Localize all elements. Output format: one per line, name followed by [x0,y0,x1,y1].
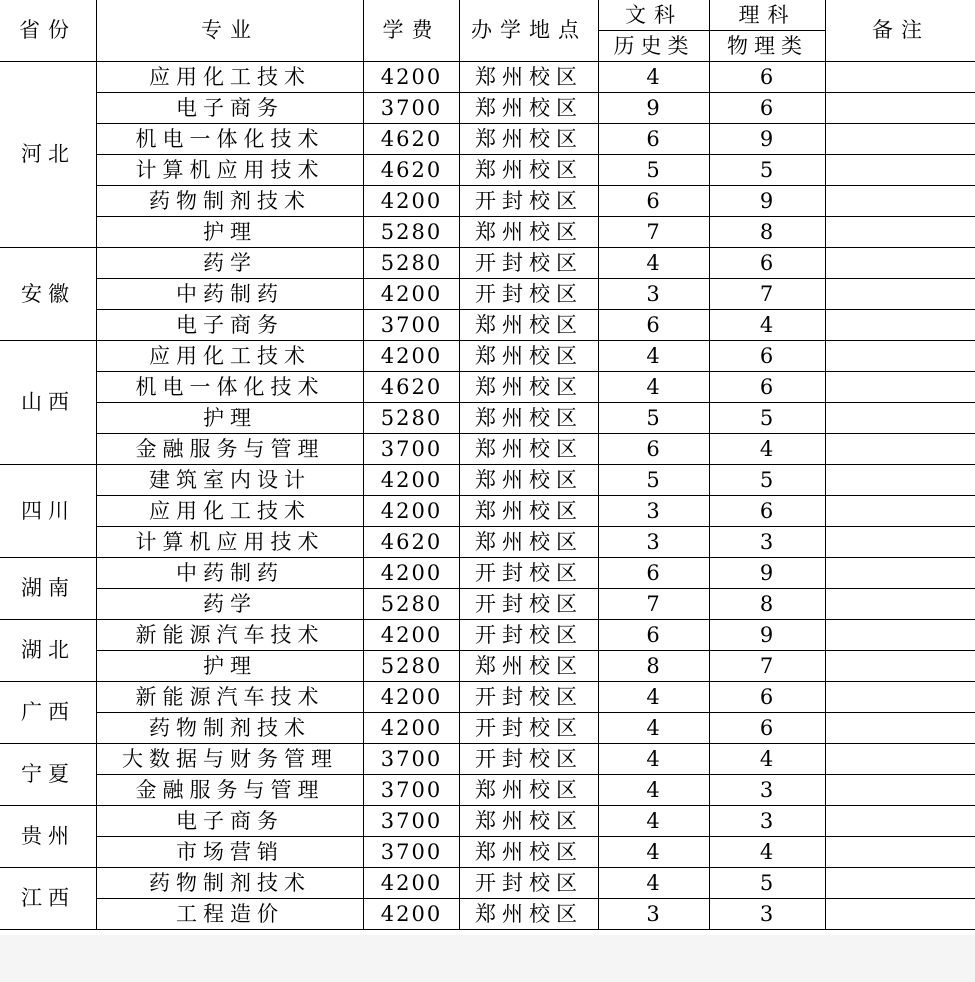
table-row [0,713,975,744]
tuition-cell: 4200 [364,496,460,527]
remark-cell [826,434,975,465]
history-count-cell: 4 [599,248,710,279]
tuition-cell: 4200 [364,620,460,651]
history-count-cell: 6 [599,558,710,589]
tuition-cell: 4200 [364,62,460,93]
history-count-cell: 4 [599,868,710,899]
remark-cell [826,899,975,930]
table-row [0,279,975,310]
remark-cell [826,713,975,744]
history-count-cell: 6 [599,620,710,651]
history-count-cell: 4 [599,775,710,806]
tuition-cell: 4200 [364,341,460,372]
history-count-cell: 5 [599,155,710,186]
location-cell: 郑州校区 [460,62,599,93]
remark-cell [826,775,975,806]
physics-count-cell: 4 [710,310,826,341]
major-cell: 建筑室内设计 [97,465,364,496]
remark-cell [826,93,975,124]
physics-count-cell: 9 [710,124,826,155]
table-row [0,403,975,434]
remark-cell [826,465,975,496]
tuition-cell: 4620 [364,372,460,403]
location-cell: 郑州校区 [460,93,599,124]
remark-cell [826,837,975,868]
physics-count-cell: 3 [710,527,826,558]
table-row [0,558,975,589]
table-row [0,868,975,899]
location-cell: 郑州校区 [460,434,599,465]
physics-count-cell: 3 [710,806,826,837]
remark-cell [826,682,975,713]
physics-count-cell: 3 [710,775,826,806]
province-cell: 河北 [0,62,97,248]
history-count-cell: 8 [599,651,710,682]
table-row [0,248,975,279]
history-count-cell: 4 [599,744,710,775]
table-row [0,434,975,465]
tuition-cell: 4200 [364,279,460,310]
major-cell: 计算机应用技术 [97,527,364,558]
major-cell: 药物制剂技术 [97,186,364,217]
location-cell: 郑州校区 [460,496,599,527]
remark-cell [826,279,975,310]
physics-count-cell: 6 [710,62,826,93]
tuition-cell: 3700 [364,775,460,806]
table-row [0,62,975,93]
physics-count-cell: 7 [710,651,826,682]
physics-count-cell: 8 [710,589,826,620]
remark-cell [826,248,975,279]
location-cell: 开封校区 [460,248,599,279]
location-cell: 开封校区 [460,713,599,744]
major-cell: 护理 [97,217,364,248]
remark-cell [826,124,975,155]
major-cell: 机电一体化技术 [97,124,364,155]
location-cell: 郑州校区 [460,372,599,403]
location-cell: 郑州校区 [460,403,599,434]
history-count-cell: 5 [599,465,710,496]
history-count-cell: 7 [599,217,710,248]
location-cell: 开封校区 [460,279,599,310]
table-row [0,155,975,186]
remark-cell [826,341,975,372]
province-cell: 贵州 [0,806,97,868]
table-row [0,589,975,620]
table-row [0,217,975,248]
remark-cell [826,155,975,186]
history-count-cell: 4 [599,837,710,868]
table-row [0,465,975,496]
history-count-cell: 7 [599,589,710,620]
header-arts: 文科 [599,0,710,31]
history-count-cell: 4 [599,62,710,93]
tuition-cell: 4200 [364,868,460,899]
province-cell: 广西 [0,682,97,744]
header-location: 办学地点 [460,0,599,62]
major-cell: 药学 [97,248,364,279]
physics-count-cell: 9 [710,558,826,589]
history-count-cell: 4 [599,372,710,403]
major-cell: 新能源汽车技术 [97,620,364,651]
location-cell: 郑州校区 [460,775,599,806]
tuition-cell: 4620 [364,124,460,155]
physics-count-cell: 6 [710,93,826,124]
tuition-cell: 4200 [364,558,460,589]
tuition-cell: 4200 [364,899,460,930]
remark-cell [826,558,975,589]
header-physics: 物理类 [710,31,826,62]
location-cell: 郑州校区 [460,899,599,930]
major-cell: 大数据与财务管理 [97,744,364,775]
history-count-cell: 4 [599,713,710,744]
tuition-cell: 3700 [364,310,460,341]
physics-count-cell: 5 [710,403,826,434]
remark-cell [826,186,975,217]
location-cell: 开封校区 [460,558,599,589]
table-row [0,806,975,837]
province-cell: 湖南 [0,558,97,620]
physics-count-cell: 4 [710,744,826,775]
major-cell: 电子商务 [97,93,364,124]
physics-count-cell: 3 [710,899,826,930]
tuition-cell: 4200 [364,713,460,744]
history-count-cell: 4 [599,682,710,713]
table-row [0,527,975,558]
location-cell: 郑州校区 [460,465,599,496]
tuition-cell: 4620 [364,527,460,558]
header-major: 专业 [97,0,364,62]
table-body [0,62,975,930]
history-count-cell: 9 [599,93,710,124]
physics-count-cell: 4 [710,837,826,868]
tuition-cell: 4200 [364,186,460,217]
remark-cell [826,62,975,93]
physics-count-cell: 6 [710,682,826,713]
major-cell: 应用化工技术 [97,496,364,527]
remark-cell [826,806,975,837]
tuition-cell: 4200 [364,465,460,496]
remark-cell [826,744,975,775]
tuition-cell: 3700 [364,93,460,124]
table-row [0,837,975,868]
remark-cell [826,589,975,620]
tuition-cell: 5280 [364,217,460,248]
history-count-cell: 6 [599,186,710,217]
history-count-cell: 6 [599,434,710,465]
province-cell: 安徽 [0,248,97,341]
remark-cell [826,620,975,651]
location-cell: 郑州校区 [460,341,599,372]
remark-cell [826,403,975,434]
location-cell: 开封校区 [460,744,599,775]
header-row-top [0,0,975,31]
physics-count-cell: 6 [710,713,826,744]
major-cell: 药物制剂技术 [97,713,364,744]
major-cell: 护理 [97,651,364,682]
table-row [0,186,975,217]
history-count-cell: 4 [599,341,710,372]
table-row [0,775,975,806]
tuition-cell: 3700 [364,744,460,775]
history-count-cell: 3 [599,899,710,930]
physics-count-cell: 5 [710,868,826,899]
major-cell: 应用化工技术 [97,62,364,93]
table-row [0,744,975,775]
location-cell: 开封校区 [460,589,599,620]
physics-count-cell: 8 [710,217,826,248]
table-row [0,496,975,527]
table-row [0,620,975,651]
tuition-cell: 3700 [364,434,460,465]
major-cell: 金融服务与管理 [97,434,364,465]
major-cell: 工程造价 [97,899,364,930]
location-cell: 郑州校区 [460,651,599,682]
table-row [0,124,975,155]
tuition-cell: 5280 [364,651,460,682]
table-row [0,93,975,124]
physics-count-cell: 5 [710,155,826,186]
tuition-cell: 4200 [364,682,460,713]
major-cell: 金融服务与管理 [97,775,364,806]
history-count-cell: 6 [599,124,710,155]
province-cell: 湖北 [0,620,97,682]
location-cell: 郑州校区 [460,310,599,341]
physics-count-cell: 9 [710,186,826,217]
major-cell: 电子商务 [97,310,364,341]
header-tuition: 学费 [364,0,460,62]
history-count-cell: 3 [599,496,710,527]
major-cell: 药物制剂技术 [97,868,364,899]
major-cell: 护理 [97,403,364,434]
physics-count-cell: 6 [710,341,826,372]
remark-cell [826,527,975,558]
location-cell: 郑州校区 [460,837,599,868]
location-cell: 开封校区 [460,620,599,651]
remark-cell [826,651,975,682]
remark-cell [826,217,975,248]
major-cell: 药学 [97,589,364,620]
major-cell: 中药制药 [97,279,364,310]
location-cell: 郑州校区 [460,806,599,837]
table-row [0,310,975,341]
tuition-cell: 4620 [364,155,460,186]
history-count-cell: 5 [599,403,710,434]
location-cell: 开封校区 [460,682,599,713]
major-cell: 电子商务 [97,806,364,837]
header-province: 省份 [0,0,97,62]
history-count-cell: 6 [599,310,710,341]
physics-count-cell: 6 [710,248,826,279]
physics-count-cell: 9 [710,620,826,651]
history-count-cell: 3 [599,527,710,558]
history-count-cell: 4 [599,806,710,837]
table-row [0,651,975,682]
province-cell: 宁夏 [0,744,97,806]
table-row [0,682,975,713]
tuition-cell: 5280 [364,403,460,434]
location-cell: 郑州校区 [460,155,599,186]
location-cell: 郑州校区 [460,527,599,558]
location-cell: 郑州校区 [460,124,599,155]
physics-count-cell: 6 [710,372,826,403]
major-cell: 中药制药 [97,558,364,589]
location-cell: 郑州校区 [460,217,599,248]
tuition-cell: 3700 [364,837,460,868]
header-remarks: 备注 [826,0,975,62]
major-cell: 新能源汽车技术 [97,682,364,713]
physics-count-cell: 4 [710,434,826,465]
remark-cell [826,310,975,341]
tuition-cell: 3700 [364,806,460,837]
major-cell: 计算机应用技术 [97,155,364,186]
table-row [0,372,975,403]
major-cell: 市场营销 [97,837,364,868]
province-cell: 江西 [0,868,97,930]
remark-cell [826,868,975,899]
table-row [0,341,975,372]
table-row [0,899,975,930]
remark-cell [826,372,975,403]
history-count-cell: 3 [599,279,710,310]
tuition-cell: 5280 [364,589,460,620]
header-science: 理科 [710,0,826,31]
header-history: 历史类 [599,31,710,62]
physics-count-cell: 5 [710,465,826,496]
major-cell: 机电一体化技术 [97,372,364,403]
physics-count-cell: 7 [710,279,826,310]
tuition-cell: 5280 [364,248,460,279]
location-cell: 开封校区 [460,186,599,217]
province-cell: 山西 [0,341,97,465]
location-cell: 开封校区 [460,868,599,899]
remark-cell [826,496,975,527]
major-cell: 应用化工技术 [97,341,364,372]
page-footer-area [0,935,975,982]
physics-count-cell: 6 [710,496,826,527]
province-cell: 四川 [0,465,97,558]
